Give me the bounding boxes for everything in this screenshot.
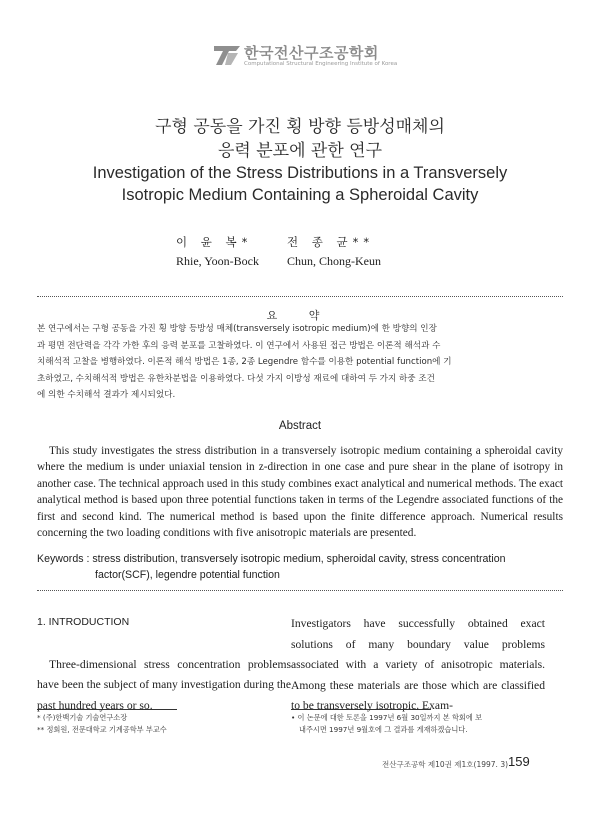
journal-header	[214, 42, 404, 70]
org-name: 한국전산구조공학회	[244, 44, 379, 62]
body-paragraph-left: Three-dimensional stress concentration problems have been the subject of many investigation during the past hundred years or so.	[37, 657, 291, 712]
abstract-heading: Abstract	[278, 420, 322, 432]
keywords-label: Keywords :	[37, 553, 90, 565]
keywords-line1: stress distribution, transversely isotropic medium, spheroidal cavity, stress concentration	[92, 553, 506, 565]
summary-line: 치해석적 고찰을 병행하였다. 이론적 해석 방법은 1종, 2종 Legendre 함수를 이용한 potential function에 기	[37, 357, 452, 368]
title-ko-line1: 구형 공동을 가진 횡 방향 등방성매체의	[155, 117, 445, 137]
summary-line: 에 의한 수치해석 결과가 제시되었다.	[37, 390, 176, 401]
summary-ko	[37, 321, 563, 404]
body-paragraph-right: Investigators have successfully obtained exact solutions of many boundary value problems associated with a variety of anisotropic materials. Among these materials are those which are classified to be transversely isotropic. Exam-	[291, 617, 545, 712]
author-2-en: Chun, Chong-Keun	[287, 254, 381, 268]
body-right-column	[291, 614, 545, 717]
abstract-text: This study investigates the stress distribution in a transversely isotropic medium containing a spheroidal cavity where the medium is under uniaxial tension in z-direction in one case and pure shear in the plane of isotropy in another case. The technical approach used in this study combines exact analytical and numerical methods. The exact analytical method is based upon three potential functions taken in terms of the Legendre associated functions of the first and second kind. The numerical method is based upon the finite difference approach. Numerical results concerning the two loading conditions with five anisotropic materials are presented.	[37, 445, 563, 540]
summary-line: 초하였고, 수치해석적 방법은 유한차분법을 이용하였다. 다섯 가지 이방성 재료에 대하여 두 가지 하중 조건	[37, 373, 435, 384]
footnote-left	[37, 712, 167, 736]
author-2-ko: 전 종 균**	[287, 235, 375, 249]
abstract-body	[37, 443, 563, 541]
author-1-en: Rhie, Yoon-Bock	[176, 254, 260, 268]
footnote-author-1: * (주)한백기술 기술연구소장	[37, 713, 128, 722]
summary-line: 과 평면 전단력을 각각 가한 후의 응력 분포를 고찰하였다. 이 연구에서 사용된 접근 방법은 이론적 해석과 수	[37, 340, 441, 351]
footnote-author-2: ** 정회원, 전문대학교 기계공학부 부교수	[37, 725, 167, 734]
org-name-en: Computational Structural Engineering Institute of Korea	[244, 61, 398, 67]
footnote-rule-left	[37, 709, 177, 710]
author-1-ko: 이 윤 복*	[176, 235, 253, 249]
footnote-right	[291, 712, 561, 736]
author-1	[176, 234, 259, 269]
summary-heading: 요 약	[266, 309, 334, 322]
title-en-line2: Isotropic Medium Containing a Spheroidal Cavity	[121, 186, 479, 204]
society-logo-icon	[214, 44, 240, 66]
section-title: 1. INTRODUCTION	[37, 616, 130, 628]
body-left-column	[37, 612, 291, 716]
footnote-discussion-2: 내주시면 1997년 9월호에 그 결과를 게재하겠습니다.	[299, 725, 468, 734]
journal-info: 전산구조공학 제10권 제1호(1997. 3)	[382, 760, 509, 769]
summary-line: 본 연구에서는 구형 공동을 가진 횡 방향 등방성 매체(transversely isotropic medium)에 한 방향의 인장	[37, 324, 437, 334]
keywords	[37, 551, 563, 583]
footnote-discussion-1: • 이 논문에 대한 토론을 1997년 6월 30일까지 본 학회에 보	[291, 713, 483, 722]
title-en-line1: Investigation of the Stress Distributions in a Transversely	[92, 164, 508, 182]
footnote-rule-right	[291, 709, 431, 710]
author-2	[287, 234, 381, 269]
keywords-line2: factor(SCF), legendre potential function	[95, 569, 280, 581]
title-ko-line2: 응력 분포에 관한 연구	[217, 141, 382, 161]
page-number: 159	[508, 754, 530, 769]
divider-bottom	[37, 590, 563, 591]
divider-top	[37, 296, 563, 297]
